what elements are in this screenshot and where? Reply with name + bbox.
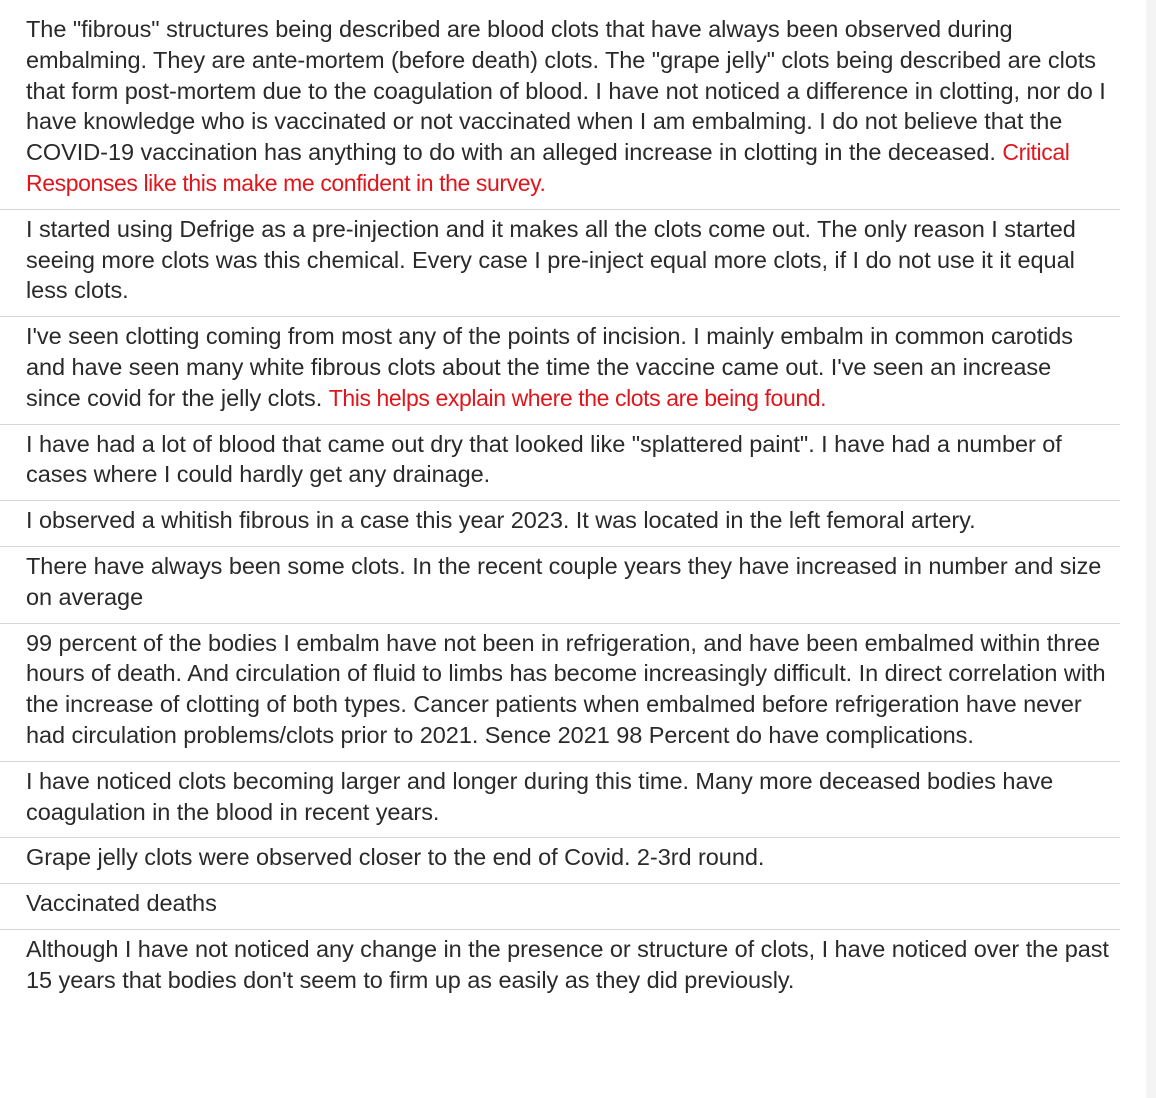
response-text: I've seen clotting coming from most any of the points of incision. I mainly embalm in common carotids and have seen many white fibrous clots about the time the vaccine came out. I've seen an increase since covid for the jelly clots. — [26, 323, 1073, 411]
response-4 — [0, 425, 1120, 502]
response-11 — [0, 930, 1120, 1006]
red-annotation: Critical Responses like this make me confident in the survey. — [26, 139, 1070, 196]
response-7 — [0, 624, 1120, 762]
response-9 — [0, 838, 1120, 884]
response-text: I started using Defrige as a pre-injection and it makes all the clots come out. The only reason I started seeing more clots was this chemical. Every case I pre-inject equal more clots, if I do not use it it equal less clots. — [26, 215, 1076, 304]
response-text: The "fibrous" structures being described are blood clots that have always been observed during embalming. They are ante-mortem (before death) clots. The "grape jelly" clots being described are clots that form post-mortem due to the coagulation of blood. I have not noticed a difference in clotting, nor do I have knowledge who is vaccinated or not vaccinated when I am embalming. I do not believe that the COVID-19 vaccination has anything to do with an alleged increase in clotting in the deceased. — [26, 16, 1106, 166]
response-2 — [0, 210, 1120, 317]
response-3 — [0, 317, 1120, 424]
response-text: I have noticed clots becoming larger and longer during this time. Many more deceased bodies have coagulation in the blood in recent years. — [26, 767, 1054, 825]
response-8 — [0, 762, 1120, 839]
response-text: Vaccinated deaths — [26, 890, 217, 917]
page-edge — [1146, 0, 1156, 1098]
red-annotation: This helps explain where the clots are being found. — [328, 384, 827, 411]
response-5 — [0, 501, 1120, 547]
response-text: I observed a whitish fibrous in a case this year 2023. It was located in the left femoral artery. — [26, 507, 976, 534]
response-1 — [0, 10, 1120, 210]
response-text: 99 percent of the bodies I embalm have not been in refrigeration, and have been embalmed within three hours of death. And circulation of fluid to limbs has become increasingly difficult. In direct correlation with the increase of clotting of both types. Cancer patients when embalmed before refrigeration have never had circulation problems/clots prior to 2021. Sence 2021 98 Percent do have complications. — [26, 629, 1106, 748]
response-text: Grape jelly clots were observed closer to the end of Covid. 2-3rd round. — [26, 844, 765, 871]
response-text: I have had a lot of blood that came out dry that looked like "splattered paint". I have had a number of cases where I could hardly get any drainage. — [26, 430, 1062, 488]
response-text: There have always been some clots. In the recent couple years they have increased in number and size on average — [26, 552, 1102, 610]
response-10 — [0, 884, 1120, 930]
response-6 — [0, 547, 1120, 624]
response-text: Although I have not noticed any change in the presence or structure of clots, I have noticed over the past 15 years that bodies don't seem to firm up as easily as they did previously. — [26, 935, 1109, 993]
